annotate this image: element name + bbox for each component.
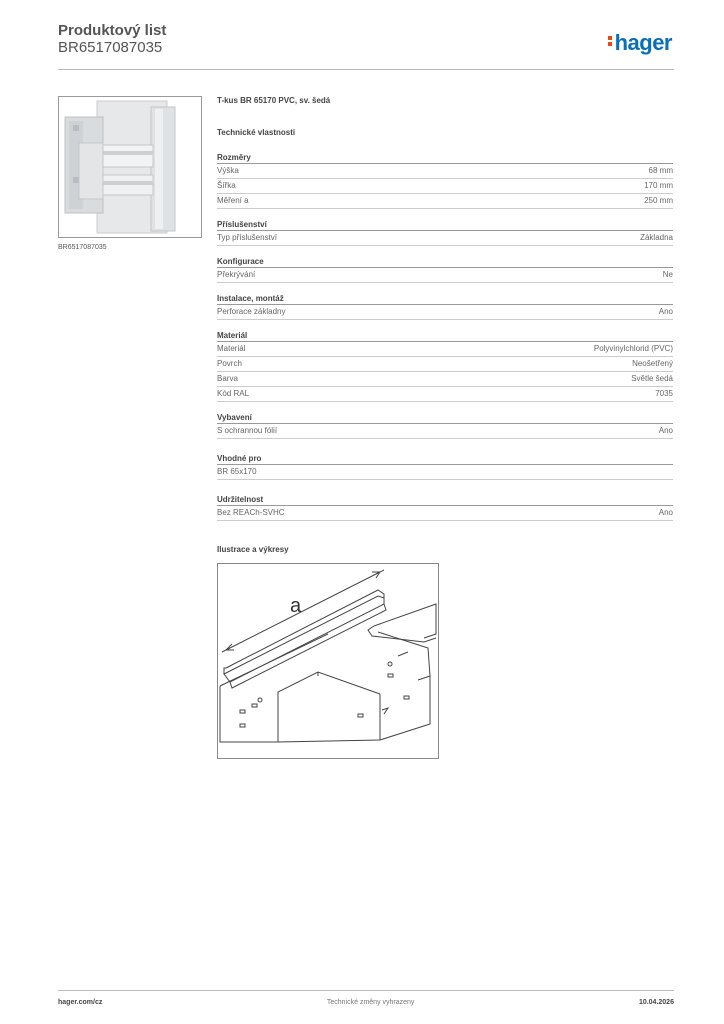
property-label: S ochrannou fólií bbox=[217, 426, 278, 435]
logo-dots-icon bbox=[608, 36, 614, 48]
thumbnail-caption: BR6517087035 bbox=[58, 244, 107, 251]
property-label: BR 65x170 bbox=[217, 467, 257, 476]
property-row bbox=[217, 305, 673, 320]
property-label: Perforace základny bbox=[217, 307, 286, 316]
property-group bbox=[217, 412, 673, 439]
group-title: Rozměry bbox=[217, 152, 673, 164]
property-row bbox=[217, 357, 673, 372]
property-label: Měření a bbox=[217, 196, 249, 205]
group-title: Instalace, montáž bbox=[217, 293, 673, 305]
property-value: 68 mm bbox=[648, 166, 673, 175]
group-title: Materiál bbox=[217, 330, 673, 342]
property-value: 250 mm bbox=[644, 196, 673, 205]
property-value: Neošetřený bbox=[632, 359, 673, 368]
property-value: Ano bbox=[658, 426, 673, 435]
property-row bbox=[217, 164, 673, 179]
property-value: Ano bbox=[658, 508, 673, 517]
group-title: Vhodné pro bbox=[217, 453, 673, 465]
property-label: Šířka bbox=[217, 181, 236, 190]
property-group bbox=[217, 152, 673, 209]
dimension-a-label: a bbox=[290, 595, 302, 617]
property-value: 170 mm bbox=[644, 181, 673, 190]
property-group bbox=[217, 219, 673, 246]
property-label: Výška bbox=[217, 166, 239, 175]
property-row bbox=[217, 268, 673, 283]
property-groups bbox=[217, 152, 673, 521]
property-group bbox=[217, 494, 673, 521]
drawing-title: Ilustrace a výkresy bbox=[217, 545, 289, 554]
property-row bbox=[217, 179, 673, 194]
property-group bbox=[217, 256, 673, 283]
property-row bbox=[217, 194, 673, 209]
property-label: Kód RAL bbox=[217, 389, 250, 398]
property-row bbox=[217, 465, 673, 480]
logo-text: hager bbox=[614, 30, 672, 55]
property-label: Materiál bbox=[217, 344, 246, 353]
technical-drawing bbox=[217, 563, 439, 759]
document-title: Produktový list bbox=[58, 22, 167, 39]
page-header bbox=[58, 22, 674, 70]
property-row bbox=[217, 424, 673, 439]
property-value: Základna bbox=[640, 233, 673, 242]
hager-logo[interactable] bbox=[608, 30, 672, 56]
page-footer bbox=[58, 990, 674, 1006]
property-label: Barva bbox=[217, 374, 238, 383]
property-row bbox=[217, 387, 673, 402]
section-technical-title: Technické vlastnosti bbox=[217, 128, 296, 137]
property-label: Překrývání bbox=[217, 270, 256, 279]
footer-notice: Technické změny vyhrazeny bbox=[326, 999, 415, 1006]
property-value: 7035 bbox=[655, 389, 673, 398]
group-title: Udržitelnost bbox=[217, 494, 673, 506]
t-piece-drawing bbox=[218, 564, 438, 758]
property-value: Ano bbox=[658, 307, 673, 316]
property-value: Ne bbox=[662, 270, 673, 279]
property-group bbox=[217, 293, 673, 320]
footer-date: 10.04.2026 bbox=[638, 999, 674, 1006]
property-group bbox=[217, 330, 673, 402]
property-label: Povrch bbox=[217, 359, 242, 368]
footer-website-link[interactable]: hager.com/cz bbox=[58, 999, 103, 1006]
property-value: Světle šedá bbox=[631, 374, 673, 383]
product-name: T-kus BR 65170 PVC, sv. šedá bbox=[217, 96, 331, 105]
group-title: Vybavení bbox=[217, 412, 673, 424]
property-row bbox=[217, 372, 673, 387]
property-value: Polyvinylchlorid (PVC) bbox=[593, 344, 673, 353]
property-label: Bez REACh-SVHC bbox=[217, 508, 285, 517]
property-row bbox=[217, 506, 673, 521]
group-title: Příslušenství bbox=[217, 219, 673, 231]
property-group bbox=[217, 453, 673, 480]
product-details bbox=[217, 96, 673, 759]
property-row bbox=[217, 231, 673, 246]
property-label: Typ příslušenství bbox=[217, 233, 278, 242]
property-row bbox=[217, 342, 673, 357]
product-code: BR6517087035 bbox=[58, 39, 163, 56]
group-title: Konfigurace bbox=[217, 256, 673, 268]
product-thumbnail bbox=[58, 96, 202, 238]
product-photo bbox=[59, 97, 201, 237]
